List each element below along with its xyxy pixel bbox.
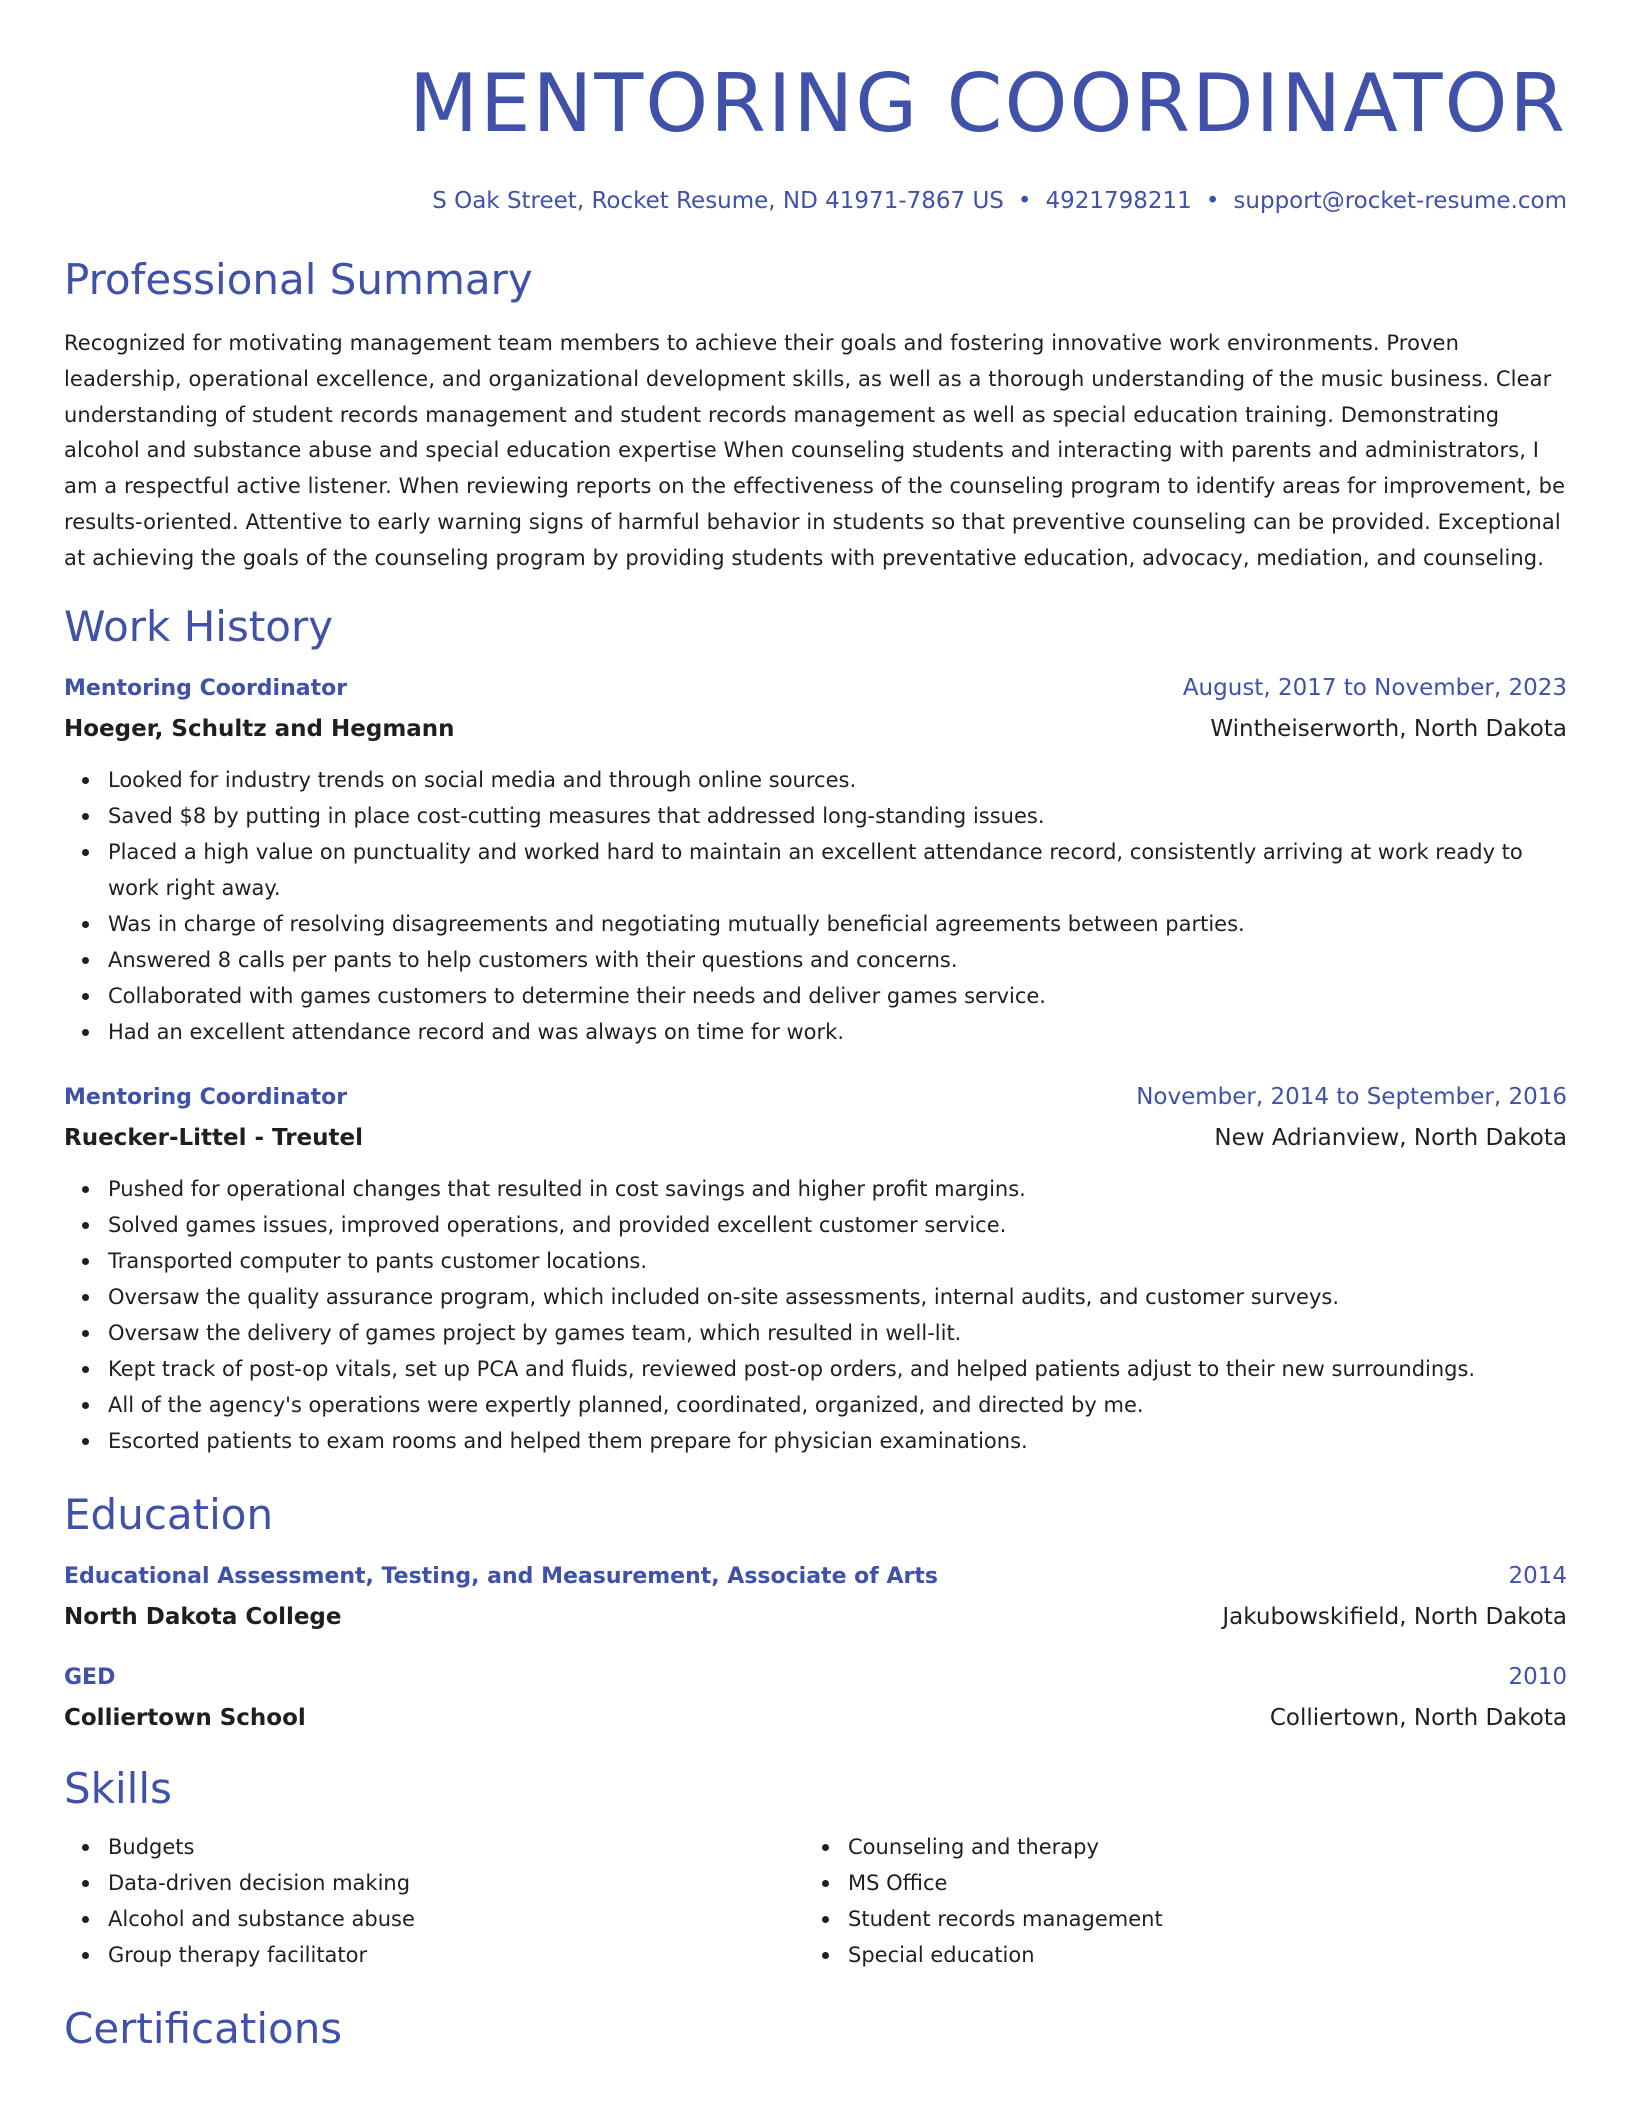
job-company: Ruecker-Littel - Treutel	[64, 1124, 364, 1151]
job-bullets	[64, 762, 1567, 1050]
list-item: Oversaw the quality assurance program, which included on-site assessments, internal audits, and customer surveys.	[108, 1279, 1567, 1315]
education-school: Colliertown School	[64, 1704, 306, 1731]
list-item: Solved games issues, improved operations, and provided excellent customer service.	[108, 1207, 1567, 1243]
list-item: All of the agency's operations were expertly planned, coordinated, organized, and directed by me.	[108, 1387, 1567, 1423]
list-item: Looked for industry trends on social media and through online sources.	[108, 762, 1567, 798]
education-location: Jakubowskifield, North Dakota	[1222, 1603, 1567, 1630]
list-item: Collaborated with games customers to determine their needs and deliver games service.	[108, 978, 1567, 1014]
education-entry	[64, 1561, 1567, 1632]
list-item: Answered 8 calls per pants to help customers with their questions and concerns.	[108, 942, 1567, 978]
job-entry	[64, 1082, 1567, 1459]
job-role: Mentoring Coordinator	[64, 1084, 348, 1110]
skills-column-1	[64, 1829, 804, 1973]
section-title-certifications: Certifications	[64, 2003, 343, 2053]
section-title-skills: Skills	[64, 1763, 172, 1813]
skill-item: Alcohol and substance abuse	[108, 1901, 804, 1937]
education-entry	[64, 1662, 1567, 1733]
skill-item: MS Office	[848, 1865, 1548, 1901]
contact-email: support@rocket-resume.com	[1233, 188, 1567, 214]
list-item: Placed a high value on punctuality and worked hard to maintain an excellent attendance record, consistently arriving at work ready to work right away.	[108, 834, 1567, 906]
list-item: Oversaw the delivery of games project by games team, which resulted in well-lit.	[108, 1315, 1567, 1351]
job-role: Mentoring Coordinator	[64, 675, 348, 701]
job-dates: November, 2014 to September, 2016	[1136, 1083, 1567, 1110]
list-item: Kept track of post-op vitals, set up PCA and fluids, reviewed post-op orders, and helped patients adjust to their new surroundings.	[108, 1351, 1567, 1387]
job-company-row	[64, 714, 1567, 744]
education-school-row	[64, 1703, 1567, 1733]
education-location: Colliertown, North Dakota	[1269, 1704, 1567, 1731]
skill-item: Data-driven decision making	[108, 1865, 804, 1901]
list-item: Was in charge of resolving disagreements and negotiating mutually beneficial agreements between parties.	[108, 906, 1567, 942]
contact-line	[64, 186, 1567, 216]
section-title-summary: Professional Summary	[64, 255, 533, 304]
list-item: Pushed for operational changes that resulted in cost savings and higher profit margins.	[108, 1171, 1567, 1207]
job-location: Wintheiserworth, North Dakota	[1210, 715, 1567, 742]
job-company-row	[64, 1123, 1567, 1153]
education-year: 2014	[1508, 1562, 1567, 1589]
skill-item: Budgets	[108, 1829, 804, 1865]
skills-list	[64, 1829, 1567, 1973]
summary-text: Recognized for motivating management team members to achieve their goals and fostering innovative work environments. Proven leadership, operational excellence, and organizational development skills, as well as a thorough understanding of the music business. Clear understanding of student records management and student records management as well as special education training. Demonstrating alcohol and substance abuse and special education expertise When counseling students and interacting with parents and administrators, I am a respectful active listener. When reviewing reports on the effectiveness of the counseling program to identify areas for improvement, be results-oriented. Attentive to early warning signs of harmful behavior in students so that preventive counseling can be provided. Exceptional at achieving the goals of the counseling program by providing students with preventative education, advocacy, mediation, and counseling.	[64, 331, 1566, 570]
education-degree: GED	[64, 1664, 116, 1690]
contact-separator: •	[1205, 188, 1220, 214]
list-item: Had an excellent attendance record and was always on time for work.	[108, 1014, 1567, 1050]
job-company: Hoeger, Schultz and Hegmann	[64, 715, 455, 742]
skill-item: Special education	[848, 1937, 1548, 1973]
contact-phone: 4921798211	[1045, 188, 1192, 214]
education-year: 2010	[1508, 1663, 1567, 1690]
resume-name-title: MENTORING COORDINATOR	[408, 57, 1567, 150]
section-title-work-history: Work History	[64, 601, 334, 651]
contact-address: S Oak Street, Rocket Resume, ND 41971-7867 US	[432, 188, 1004, 214]
job-header-row	[64, 673, 1567, 704]
education-header-row	[64, 1561, 1567, 1592]
education-degree: Educational Assessment, Testing, and Measurement, Associate of Arts	[64, 1563, 938, 1589]
contact-separator: •	[1017, 188, 1032, 214]
job-bullets	[64, 1171, 1567, 1459]
list-item: Escorted patients to exam rooms and helped them prepare for physician examinations.	[108, 1423, 1567, 1459]
education-school: North Dakota College	[64, 1603, 342, 1630]
list-item: Saved $8 by putting in place cost-cutting measures that addressed long-standing issues.	[108, 798, 1567, 834]
education-school-row	[64, 1602, 1567, 1632]
section-title-education: Education	[64, 1489, 274, 1539]
resume-page	[64, 0, 1567, 2055]
job-entry	[64, 673, 1567, 1050]
skill-item: Group therapy facilitator	[108, 1937, 804, 1973]
education-header-row	[64, 1662, 1567, 1693]
list-item: Transported computer to pants customer locations.	[108, 1243, 1567, 1279]
job-header-row	[64, 1082, 1567, 1113]
skill-item: Student records management	[848, 1901, 1548, 1937]
job-location: New Adrianview, North Dakota	[1214, 1124, 1567, 1151]
skills-column-2	[804, 1829, 1548, 1973]
skill-item: Counseling and therapy	[848, 1829, 1548, 1865]
job-dates: August, 2017 to November, 2023	[1182, 674, 1567, 701]
